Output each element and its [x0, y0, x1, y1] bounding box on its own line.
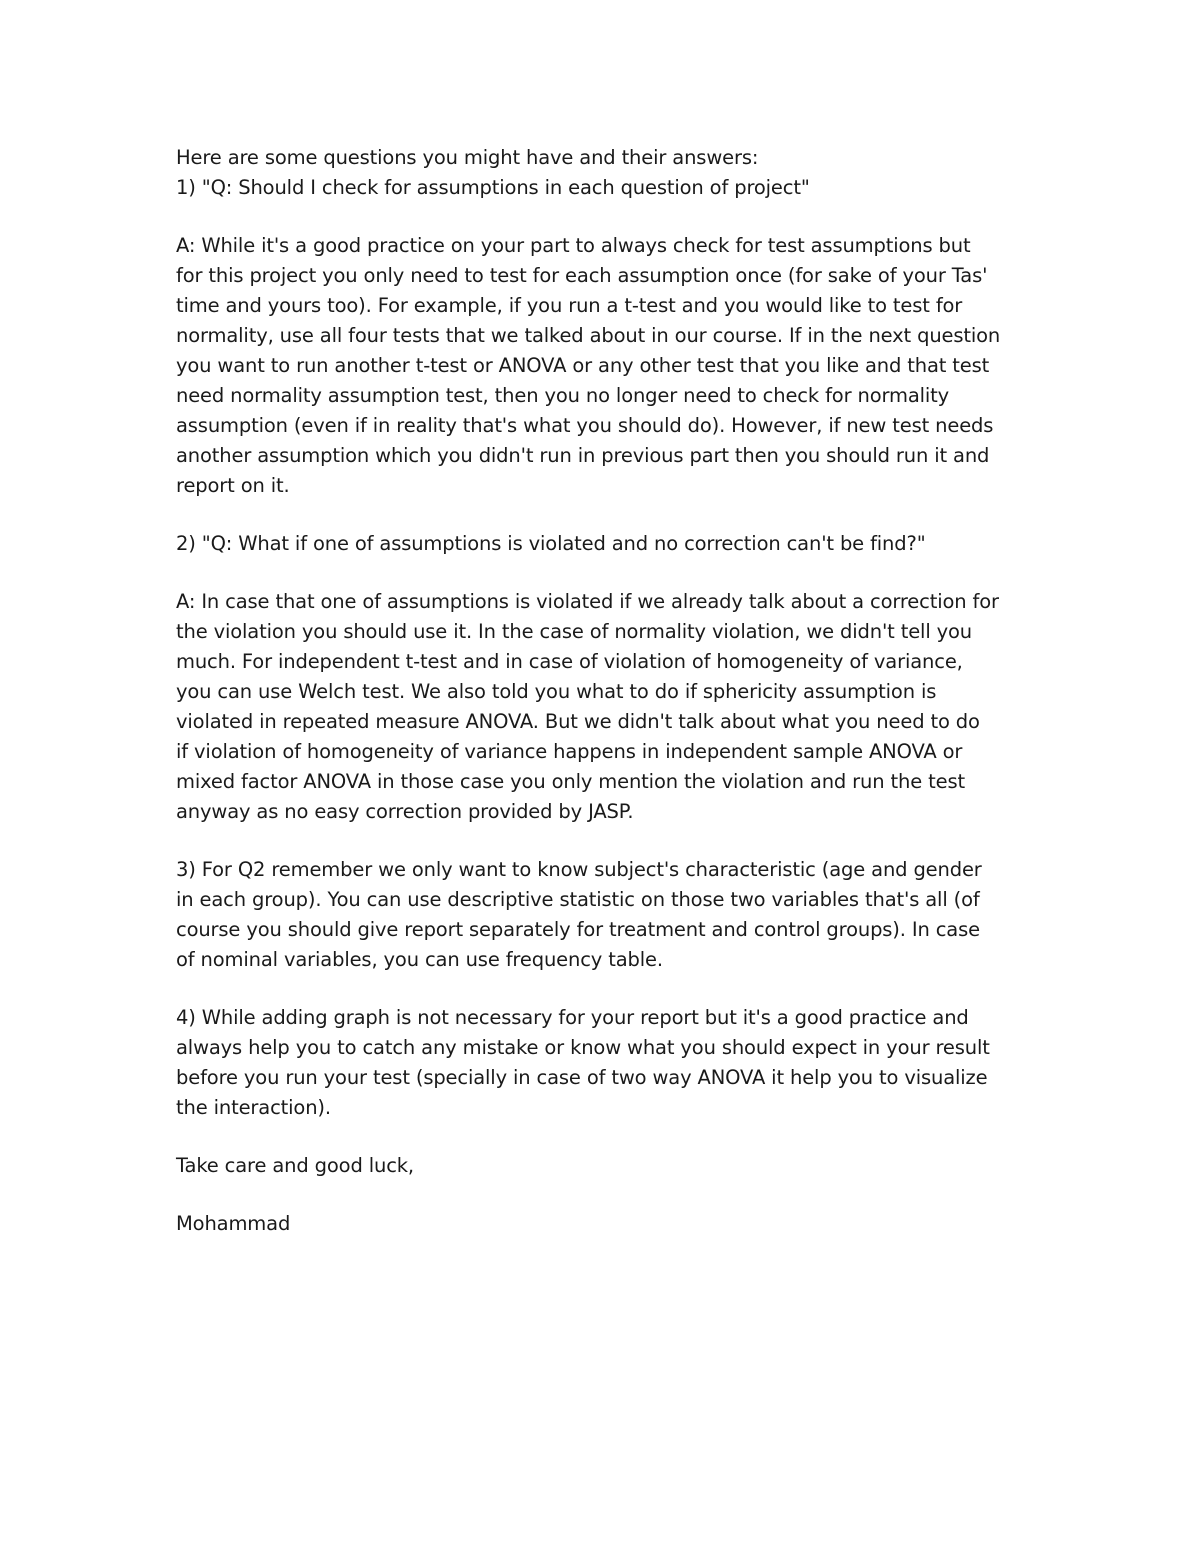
paragraph-gap [176, 203, 1036, 231]
answer-2 [176, 587, 1036, 827]
answer-2-line: you can use Welch test. We also told you what to do if sphericity assumption is [176, 680, 937, 703]
closing-line: Take care and good luck, [176, 1154, 414, 1177]
item-3-line: of nominal variables, you can use frequency table. [176, 948, 663, 971]
item-4-line: before you run your test (specially in case of two way ANOVA it help you to visualize [176, 1066, 988, 1089]
paragraph-gap [176, 975, 1036, 1003]
paragraph-gap [176, 1181, 1036, 1209]
answer-1 [176, 231, 1036, 501]
item-4-line: 4) While adding graph is not necessary for your report but it's a good practice and [176, 1006, 969, 1029]
question-2: 2) "Q: What if one of assumptions is violated and no correction can't be find?" [176, 532, 926, 555]
paragraph-gap [176, 559, 1036, 587]
question-1: 1) "Q: Should I check for assumptions in each question of project" [176, 176, 810, 199]
paragraph-gap [176, 827, 1036, 855]
answer-1-line: A: While it's a good practice on your part to always check for test assumptions but [176, 234, 971, 257]
item-3-line: in each group). You can use descriptive statistic on those two variables that's all (of [176, 888, 980, 911]
answer-1-line: normality, use all four tests that we talked about in our course. If in the next question [176, 324, 1001, 347]
answer-1-line: you want to run another t-test or ANOVA or any other test that you like and that test [176, 354, 990, 377]
intro-line: Here are some questions you might have and their answers: [176, 146, 759, 169]
answer-1-line: need normality assumption test, then you no longer need to check for normality [176, 384, 950, 407]
answer-1-line: report on it. [176, 474, 290, 497]
item-3 [176, 855, 1036, 975]
answer-2-line: mixed factor ANOVA in those case you only mention the violation and run the test [176, 770, 965, 793]
item-4 [176, 1003, 1036, 1123]
answer-2-line: A: In case that one of assumptions is violated if we already talk about a correction for [176, 590, 999, 613]
answer-2-line: the violation you should use it. In the case of normality violation, we didn't tell you [176, 620, 973, 643]
item-4-line: always help you to catch any mistake or know what you should expect in your result [176, 1036, 990, 1059]
document-body [176, 143, 1036, 1239]
answer-2-line: if violation of homogeneity of variance happens in independent sample ANOVA or [176, 740, 963, 763]
item-3-line: course you should give report separately for treatment and control groups). In case [176, 918, 980, 941]
signature: Mohammad [176, 1212, 291, 1235]
paragraph-gap [176, 501, 1036, 529]
item-4-line: the interaction). [176, 1096, 331, 1119]
paragraph-gap [176, 1123, 1036, 1151]
answer-1-line: time and yours too). For example, if you run a t-test and you would like to test for [176, 294, 963, 317]
item-3-line: 3) For Q2 remember we only want to know subject's characteristic (age and gender [176, 858, 982, 881]
answer-2-line: violated in repeated measure ANOVA. But we didn't talk about what you need to do [176, 710, 980, 733]
answer-1-line: for this project you only need to test for each assumption once (for sake of your Tas' [176, 264, 988, 287]
answer-2-line: anyway as no easy correction provided by JASP. [176, 800, 634, 823]
answer-1-line: another assumption which you didn't run in previous part then you should run it and [176, 444, 990, 467]
answer-1-line: assumption (even if in reality that's what you should do). However, if new test needs [176, 414, 994, 437]
answer-2-line: much. For independent t-test and in case of violation of homogeneity of variance, [176, 650, 963, 673]
